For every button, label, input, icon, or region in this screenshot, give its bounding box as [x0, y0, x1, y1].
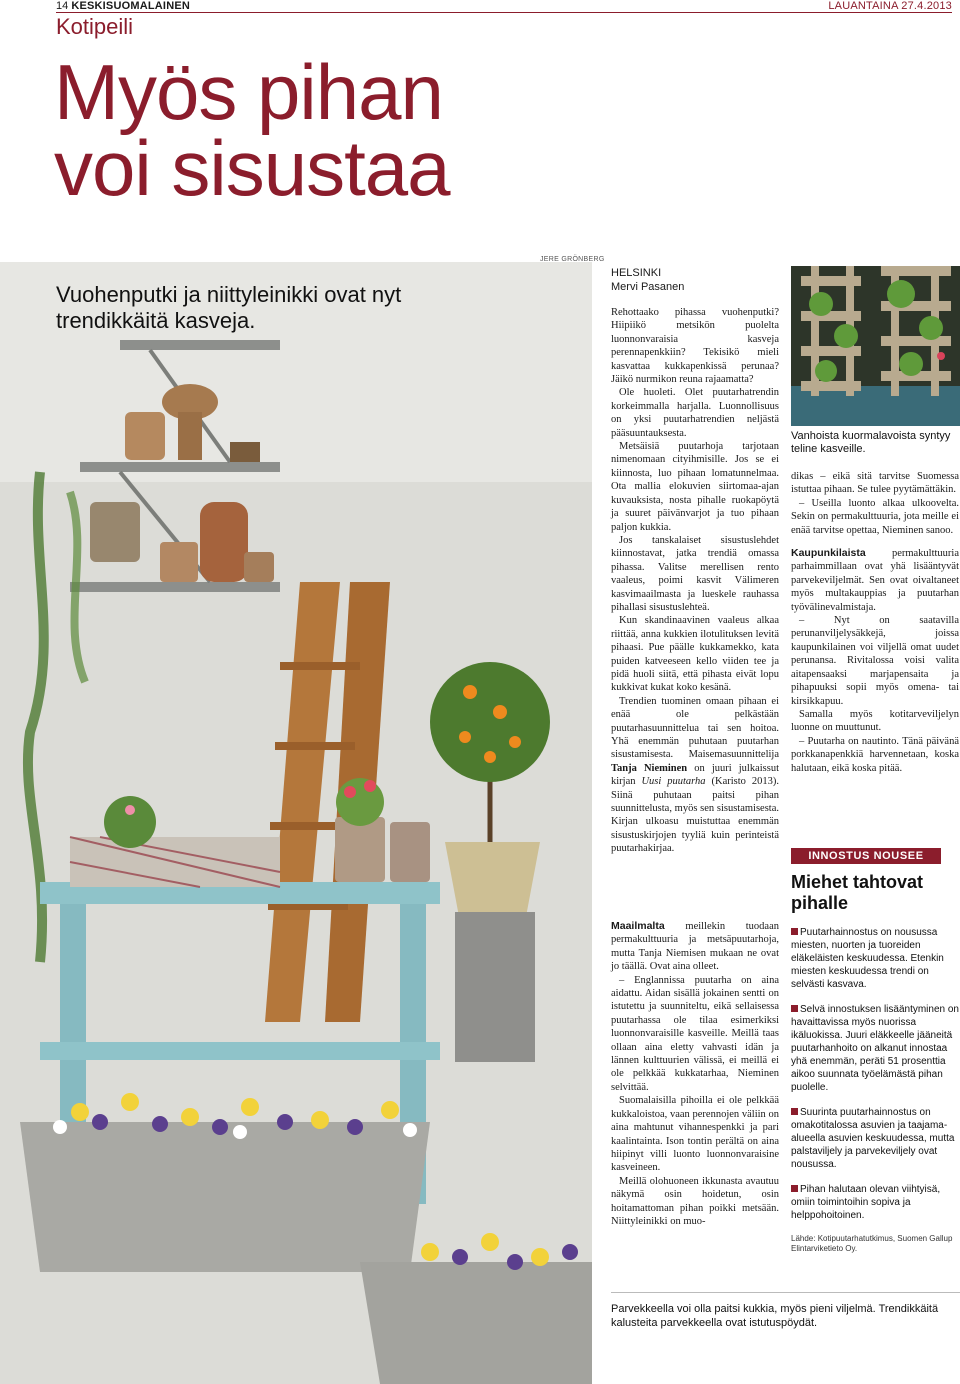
photo-caption: Parvekkeella voi olla paitsi kukkia, myös pieni viljelmä. Trendikkäitä kalusteita parvekkeella ovat istutuspöydät.: [611, 1303, 939, 1329]
main-photo-illustration: [0, 262, 592, 1384]
sidebar-item-text: Selvä innostuksen lisääntyminen on havaittavissa myös nuorissa ikäluokissa. Juuri eläkkeelle jääneitä puutarhanhoito on alkanut innostaa yhä enemmän, peräti 51 prosenttia aikoo suunnata työelämästä pihan puolelle.: [791, 1004, 959, 1093]
sidebar-item-text: Puutarhainnostus on nousussa miesten, nuorten ja tuoreiden eläkeläisten keskuudessa. Etenkin miesten keskuudessa trendi on selvästi kasvava.: [791, 927, 944, 990]
paragraph-text: meillekin tuodaan permakulttuuria ja metsäpuutarhoja, mutta Tanja Niemisen mukaan ne ovat jo täällä. Ovat aina olleet.: [611, 921, 779, 973]
sidebar-item: [791, 1183, 960, 1222]
sidebar-item: [791, 1003, 960, 1094]
sidebar-item-text: Suurinta puutarhainnostus on omakotitalossa asuvien ja taajama-alueella asuvien keskuudessa, mutta palstaviljely ja parvekeviljely ovat nousussa.: [791, 1107, 955, 1170]
paragraph-text: on juuri julkaissut kirjan: [611, 762, 779, 788]
page-number: 14: [56, 0, 69, 12]
masthead: [56, 0, 952, 12]
paragraph: Meillä olohuoneen ikkunasta avautuu näkymä osin hoidetun, osin hoitamattoman pihan poikki metsään. Niittyleinikki on muo-: [611, 1175, 779, 1227]
masthead-left: [56, 0, 190, 12]
photo-credit: JERE GRÖNBERG: [540, 256, 605, 263]
paragraph: Jos tanskalaiset sisustuslehdet kiinnostavat, jatka trendiä omassa pihassa. Valitse merellisen rento vaaleus, poimi kasvit Välimeren kasvimaailmasta ja lueskele rauhassa pihallasi sisustuslehteä.: [611, 534, 779, 613]
section-label: Kotipeili: [56, 14, 134, 39]
lead-in: Maailmalta: [611, 920, 665, 932]
paragraph: Samalla myös kotitarveviljelyn luonne on muuttunut.: [791, 708, 959, 734]
body-column-1: [611, 306, 779, 856]
byline: [611, 266, 684, 294]
paragraph: [611, 695, 779, 856]
paragraph: Rehottaako pihassa vuohenputki? Hiipiikö metsikön puolelta luonnonvaraisia kasveja perennapenkkiin? Tekisikö mieli kasvattaa kukkapenkissä perunaa? Jäikö nurmikon reuna rajaamatta?: [611, 307, 779, 386]
sidebar-item-text: Pihan halutaan olevan viihtyisä, omiin toimintoihin sopiva ja helppohoitoinen.: [791, 1184, 941, 1221]
side-photo-illustration: [791, 266, 960, 426]
paragraph: [791, 547, 959, 614]
paragraph: Kun skandinaavinen vaaleus alkaa riittää, anna kukkien ilotulituksen levitä pihaasi. Pue päälle kukkamekko, kata puiden katveeseen kello viiden tee ja pidä huoli siitä, että pihasta eivät lopu kukkivat kukat koko kesänä.: [611, 615, 779, 694]
sidebar-item: [791, 926, 960, 991]
issue-date: LAUANTAINA 27.4.2013: [828, 0, 952, 12]
side-photo: [791, 266, 960, 426]
paragraph: – Englannissa puutarha on aina aidattu. Aidan sisällä jokainen sentti on istutettu ja suunniteltu, eikä sellaisessa puutarhassa ole tilaa esimerkiksi luonnonvaraisille kasveille. Meillä taas ollaan aina eletty vahvasti idän ja lännen kulttuurien välissä, ei meillä ei ole pelkkää kukkatarhaa, Nieminen selvittää.: [611, 974, 779, 1093]
paragraph-text: Trendien tuominen omaan pihaan ei enää ole pelkästään puutarhasuunnittelua tai sen hoitoa. Yhä enemmän puhutaan puutarhan sisustamisesta. Maisemasuunnittelija: [611, 695, 779, 761]
masthead-rule: [56, 12, 952, 13]
bullet-square-icon: [791, 1185, 798, 1192]
byline-place: HELSINKI: [611, 267, 662, 279]
headline-line-2: voi sisustaa: [54, 124, 450, 212]
paragraph: Metsäisiä puutarhoja tarjotaan nimenomaan cityihmisille. Jos se ei kiinnosta, luo pihaan lomatunnelmaa. Ota mallia elokuvien siirtomaa-ajan kuvauksista, nosta pihalle ruokapöytä ja suuret päivänvarjot ja tuo pihaan paljon kukkia.: [611, 441, 779, 533]
body-column-3: [791, 470, 959, 775]
bullet-square-icon: [791, 1005, 798, 1012]
sidebar-title: Miehet tahtovat pihalle: [791, 872, 924, 913]
paragraph: dikas – eikä sitä tarvitse Suomessa istuttaa pihaan. Se tulee pyytämättäkin.: [791, 471, 959, 496]
sidebar-source: Lähde: Kotipuutarhatutkimus, Suomen Gallup Elintarviketieto Oy.: [791, 1234, 953, 1253]
paragraph: – Useilla luonto alkaa ulkoovelta. Sekin on permakulttuuria, jota meille ei enää tarvitse opettaa, Nieminen sanoo.: [791, 497, 959, 536]
sidebar-list: [791, 926, 960, 1254]
book-title: Uusi puutarha: [641, 776, 706, 788]
person-name: Tanja Nieminen: [611, 762, 688, 774]
byline-author: Mervi Pasanen: [611, 281, 685, 293]
bullet-square-icon: [791, 1108, 798, 1115]
paragraph: [611, 920, 779, 974]
paper-name: KESKISUOMALAINEN: [71, 0, 191, 12]
sidebar-tag: INNOSTUS NOUSEE: [791, 848, 941, 864]
paragraph-text: (Karisto 2013). Siinä puhutaan paitsi pihan suunnittelusta, myös sen sisustamisesta. Kirjan ulkoasu muistuttaa enemmän sisustuskirjojen tyyliä kuin perinteistä puutarhakirjaa.: [611, 776, 779, 855]
sidebar-item: [791, 1106, 960, 1171]
paragraph: Ole huoleti. Olet puutarhatrendin korkeimmalla harjalla. Luonnollisuus on yksi puutarhatrendien neljästä pääsuuntauksesta.: [611, 387, 779, 439]
lead-in: Kaupunkilaista: [791, 547, 866, 560]
bullet-square-icon: [791, 928, 798, 935]
paragraph-text: permakulttuuria parhaimmillaan ovat yhä lisääntyvät parvekeviljelmät. Sen ovat oivaltaneet myös multakauppias ja puutarhan työvälinevalmistaja.: [791, 548, 959, 613]
main-photo: [0, 262, 592, 1384]
paragraph: – Puutarha on nautinto. Tänä päivänä porkkanapenkkiä harvennetaan, koska halutaan, eikä koska pitää.: [791, 735, 959, 774]
paragraph: Suomalaisilla pihoilla ei ole pelkkää kukkaloistoa, vaan perennojen väliin on aina mahtunut vihannespenkki ja pari kaalintainta. Ison tontin perältä on aina hiipinyt villi luonto luonnonvaraisine kasveineen.: [611, 1095, 779, 1174]
side-photo-caption: Vanhoista kuormalavoista syntyy teline kasveille.: [791, 430, 951, 455]
body-column-2: [611, 920, 779, 1228]
deck: Vuohenputki ja niittyleinikki ovat nyt trendikkäitä kasveja.: [56, 282, 402, 333]
headline: [54, 48, 614, 212]
headline-line-1: Myös pihan: [54, 48, 443, 136]
paragraph: – Nyt on saatavilla perunanviljelysäkkejä, joissa kaupunkilainen voi viljellä omat uudet perunansa. Rivitalossa voisi valita aitapensaaksi marjapensaita ja pihapuuksi sopii myös omena- tai kirsikkapuu.: [791, 615, 959, 707]
caption-divider: [611, 1292, 960, 1293]
